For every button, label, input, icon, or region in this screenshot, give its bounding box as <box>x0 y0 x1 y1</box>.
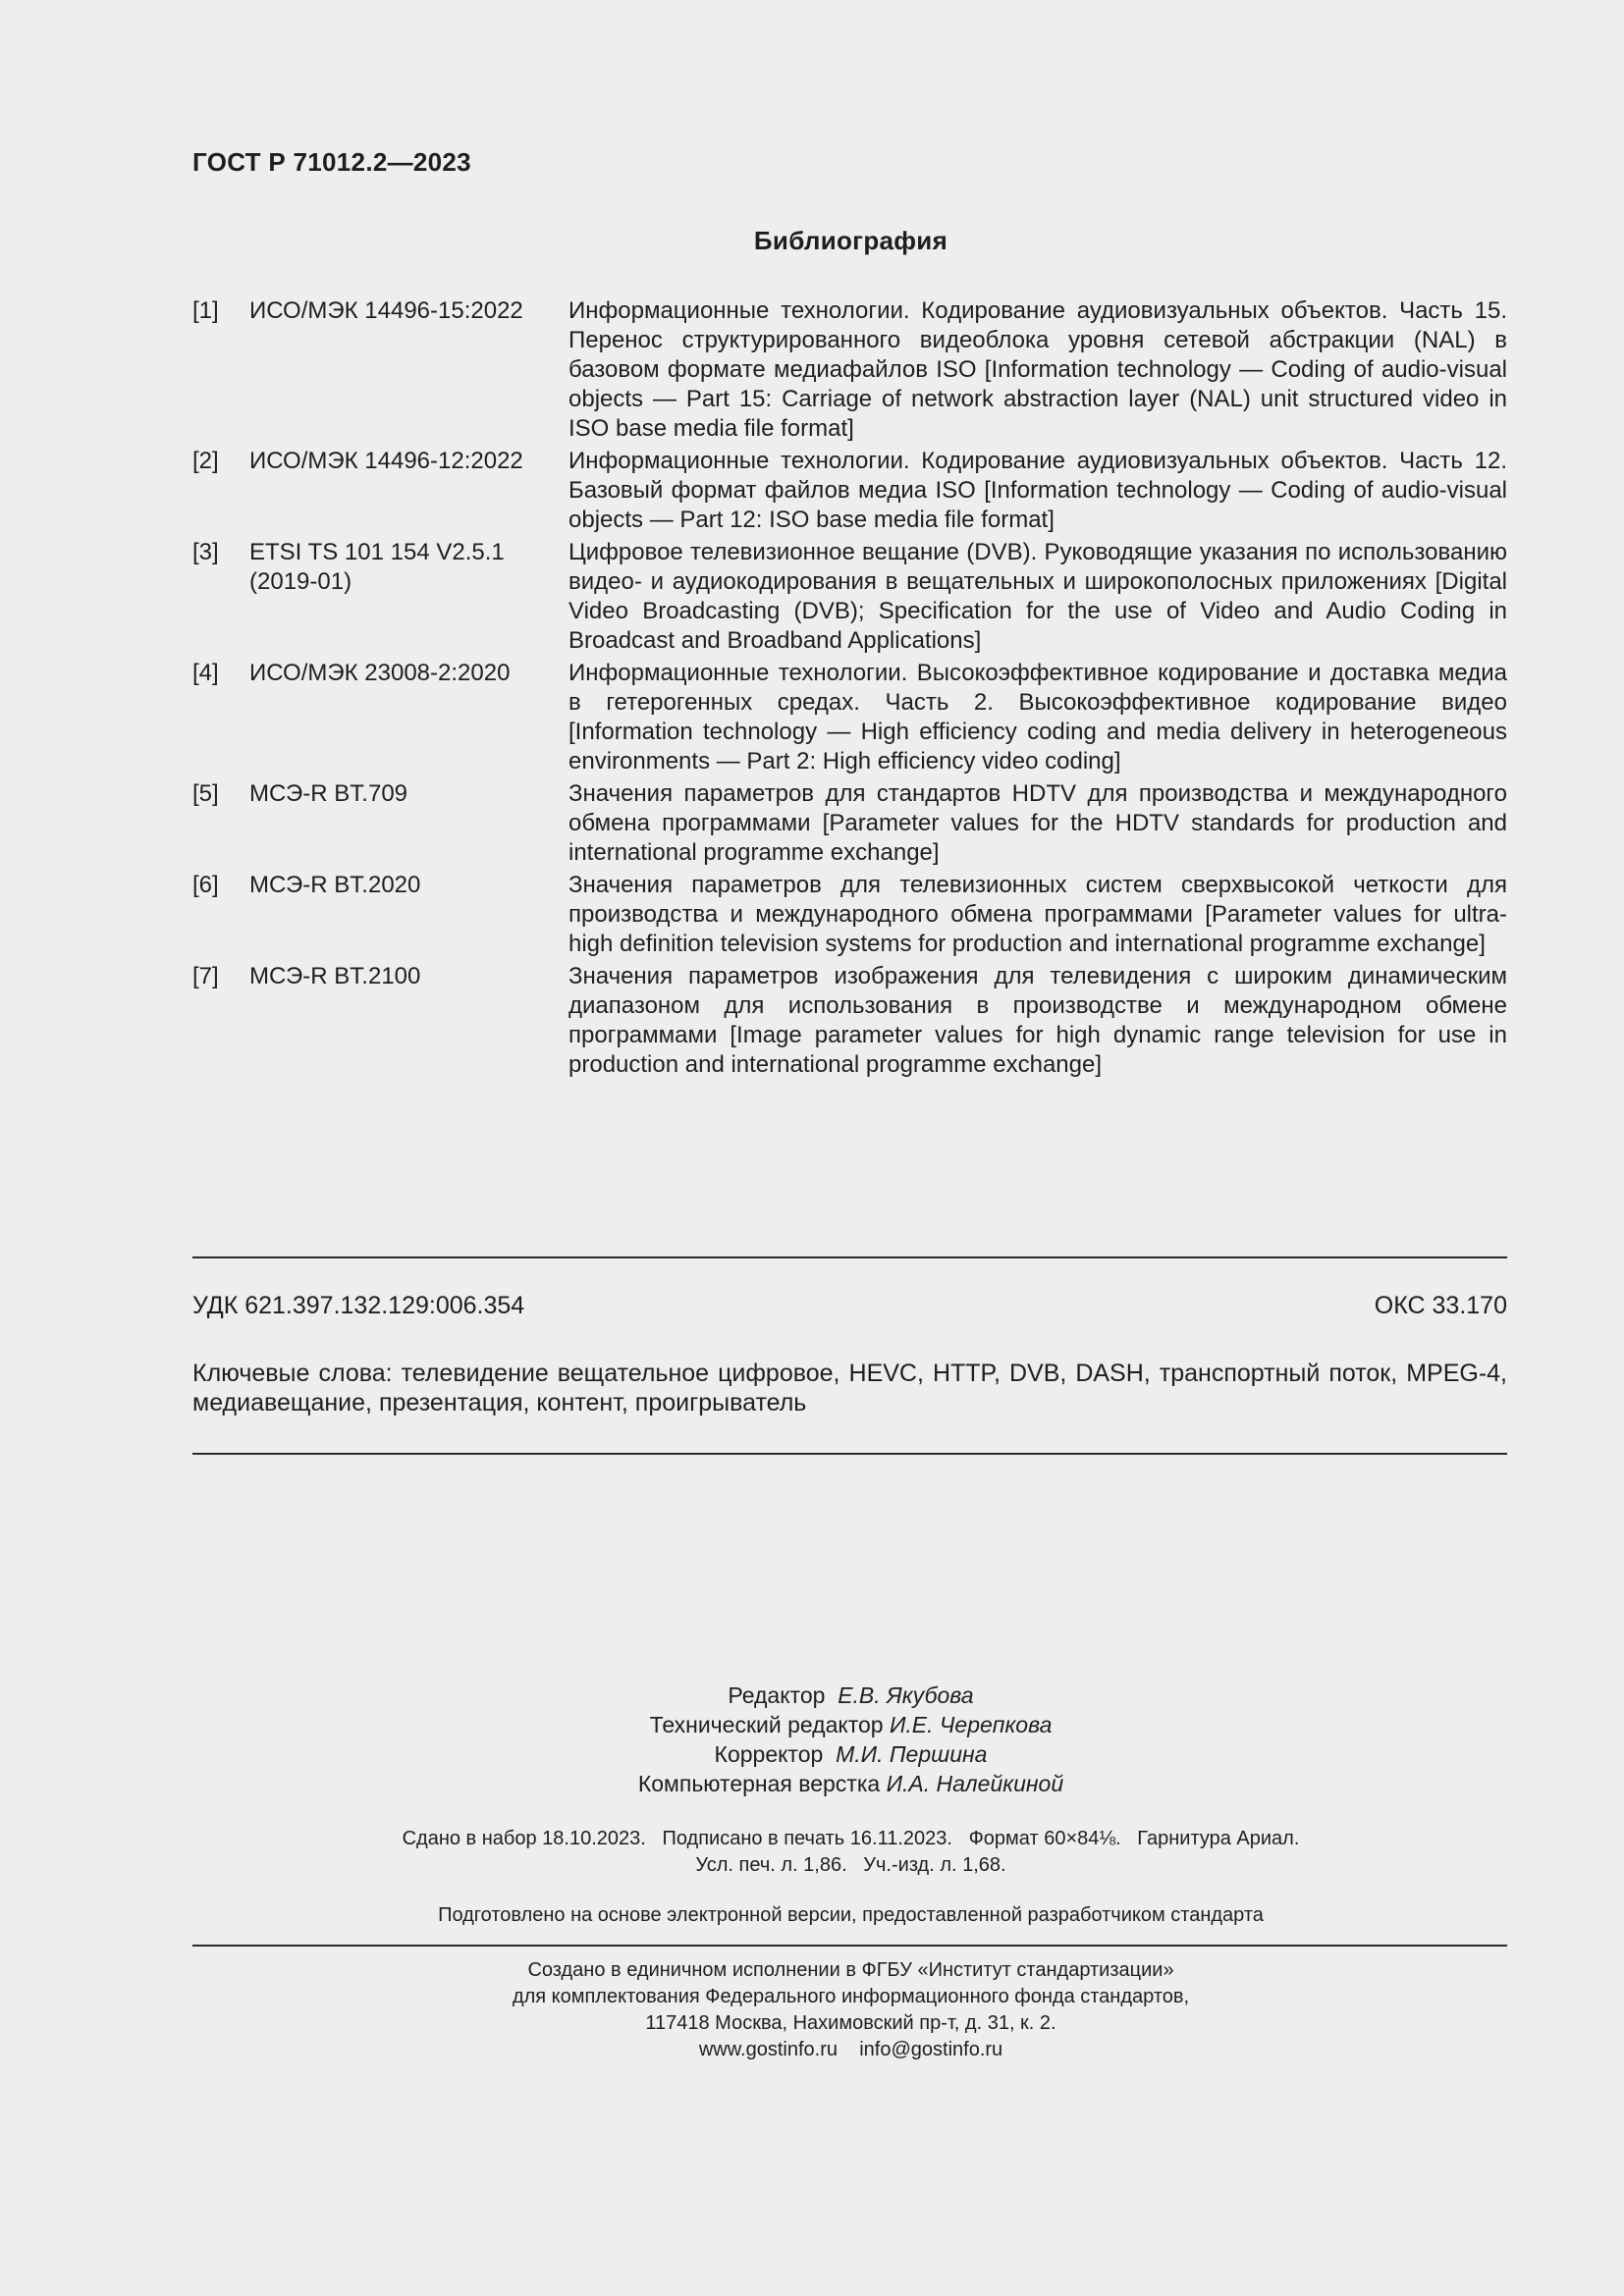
staff-role: Редактор <box>728 1682 826 1708</box>
bibliography-entry <box>192 962 1507 1080</box>
oks-code: ОКС 33.170 <box>1374 1292 1507 1319</box>
entry-number: [4] <box>192 660 219 686</box>
entry-text: Значения параметров изображения для телевидения с широким динамическим диапазоном для использования в производстве и международном обмене программами [Image parameter values for high dynamic range television for use in production and international programme exchange] <box>568 963 1507 1078</box>
staff-role: Компьютерная верстка <box>637 1771 881 1796</box>
document-id: ГОСТ Р 71012.2—2023 <box>192 147 471 177</box>
bibliography-list <box>192 296 1507 1083</box>
entry-text: Значения параметров для стандартов HDTV для производства и международного обмена программами [Parameter values for the HDTV standards for production and international programme exchange] <box>568 780 1507 866</box>
entry-code: ИСО/МЭК 14496-15:2022 <box>249 297 523 324</box>
entry-number: [3] <box>192 539 219 565</box>
entry-text: Значения параметров для телевизионных систем сверхвысокой четкости для производства и международного обмена программами [Parameter values for ultra-high definition television systems for production and international programme exchange] <box>568 872 1507 957</box>
bibliography-entry <box>192 447 1507 535</box>
entry-text: Информационные технологии. Кодирование аудиовизуальных объектов. Часть 12. Базовый формат файлов медиа ISO [Information technology — Coding of audio-visual objects — Part 12: ISO base media file format] <box>568 448 1507 533</box>
bibliography-entry <box>192 659 1507 776</box>
entry-text: Информационные технологии. Высокоэффективное кодирование и доставка медиа в гетерогенных средах. Часть 2. Высокоэффективное кодирование видео [Information technology — High efficiency coding and media delivery in heterogeneous environments — Part 2: High efficiency video coding] <box>568 660 1507 774</box>
entry-code: МСЭ-R BT.709 <box>249 780 408 807</box>
staff-line <box>0 1739 1624 1769</box>
footer-info <box>0 1957 1624 2063</box>
staff-line <box>0 1710 1624 1739</box>
divider-footer <box>192 1945 1507 1947</box>
staff-credits <box>0 1681 1624 1798</box>
staff-name: И.Е. Черепкова <box>889 1712 1053 1737</box>
udk-code: УДК 621.397.132.129:006.354 <box>192 1292 525 1319</box>
footer-line: для комплектования Федерального информационного фонда стандартов, <box>512 1986 1190 2007</box>
publication-line: Усл. печ. л. 1,86. Уч.-изд. л. 1,68. <box>695 1854 1006 1876</box>
bibliography-entry <box>192 538 1507 656</box>
entry-code: ETSI TS 101 154 V2.5.1 (2019-01) <box>249 539 505 595</box>
entry-text: Информационные технологии. Кодирование аудиовизуальных объектов. Часть 15. Перенос структурированного видеоблока уровня сетевой абстракции (NAL) в базовом формате медиафайлов ISO [Information technology — Coding of audio-visual objects — Part 15: Carriage of network abstraction layer (NAL) unit structured video in ISO base media file format] <box>568 297 1507 442</box>
publication-line: Сдано в набор 18.10.2023. Подписано в печать 16.11.2023. Формат 60×84⅛. Гарнитура Ариал. <box>402 1828 1300 1849</box>
staff-name: Е.В. Якубова <box>838 1682 974 1708</box>
staff-line <box>0 1681 1624 1710</box>
entry-code: МСЭ-R BT.2100 <box>249 963 421 989</box>
keywords: Ключевые слова: телевидение вещательное цифровое, HEVC, HTTP, DVB, DASH, транспортный поток, MPEG-4, медиавещание, презентация, контент, проигрыватель <box>192 1360 1507 1416</box>
entry-code: ИСО/МЭК 14496-12:2022 <box>249 448 523 474</box>
entry-number: [2] <box>192 448 219 474</box>
entry-code: ИСО/МЭК 23008-2:2020 <box>249 660 511 686</box>
footer-line: Создано в единичном исполнении в ФГБУ «Институт стандартизации» <box>527 1959 1174 1981</box>
bibliography-entry <box>192 871 1507 959</box>
prepared-note: Подготовлено на основе электронной версии, предоставленной разработчиком стандарта <box>438 1904 1264 1926</box>
footer-line: www.gostinfo.ru info@gostinfo.ru <box>698 2039 1003 2060</box>
staff-role: Корректор <box>714 1741 824 1767</box>
bibliography-entry <box>192 779 1507 868</box>
publication-info <box>0 1826 1624 1879</box>
divider-bottom <box>192 1453 1507 1455</box>
bibliography-title: Библиография <box>753 226 948 255</box>
entry-text: Цифровое телевизионное вещание (DVB). Руководящие указания по использованию видео- и аудиокодирования в вещательных и широкополосных приложениях [Digital Video Broadcasting (DVB); Specification for the use of Video and Audio Coding in Broadcast and Broadband Applications] <box>568 539 1507 654</box>
staff-role: Технический редактор <box>649 1712 884 1737</box>
bibliography-entry <box>192 296 1507 444</box>
entry-number: [7] <box>192 963 219 989</box>
entry-number: [6] <box>192 872 219 898</box>
staff-name: М.И. Першина <box>836 1741 988 1767</box>
entry-number: [5] <box>192 780 219 807</box>
divider-top <box>192 1256 1507 1258</box>
staff-line <box>0 1769 1624 1798</box>
entry-number: [1] <box>192 297 219 324</box>
entry-code: МСЭ-R BT.2020 <box>249 872 421 898</box>
footer-line: 117418 Москва, Нахимовский пр-т, д. 31, к. 2. <box>645 2012 1056 2034</box>
staff-name: И.А. Налейкиной <box>886 1771 1064 1796</box>
